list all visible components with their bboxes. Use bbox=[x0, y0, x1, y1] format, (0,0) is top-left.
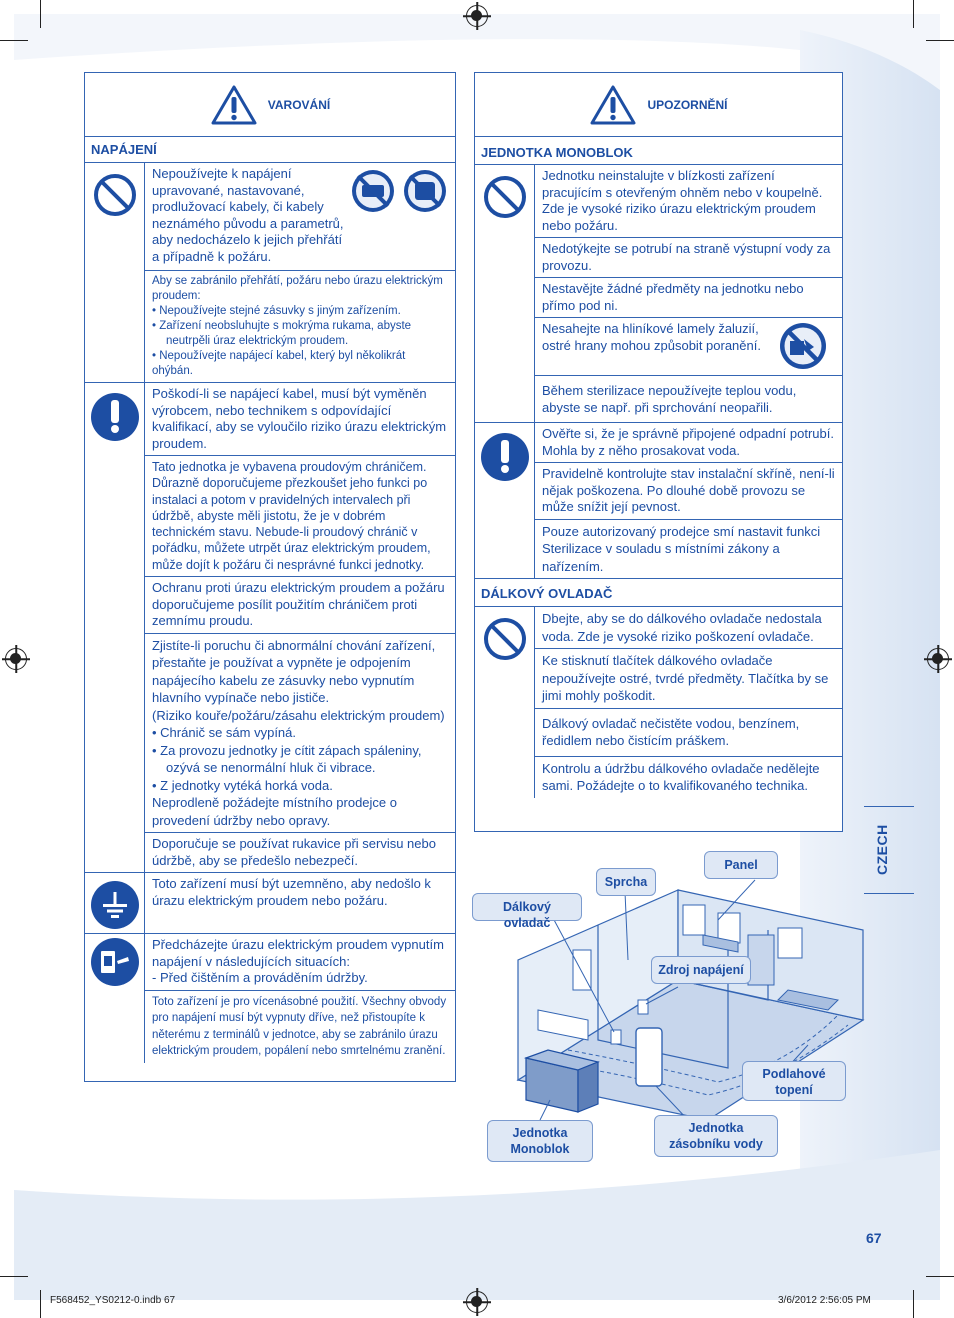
text-cell: Ověřte si, že je správně připojené odpadní potrubí. Mohla by z něho prosakovat voda. bbox=[535, 423, 842, 463]
language-tab-label: CZECH bbox=[874, 824, 890, 875]
prohibited-icon bbox=[483, 175, 527, 219]
text-cell: Pouze autorizovaný prodejce smí nastavit funkci Sterilizace v souladu s místními zákony a nařízením. bbox=[542, 523, 821, 574]
mandatory-icon bbox=[91, 393, 139, 441]
group-prohibited bbox=[85, 163, 455, 383]
cell-line: • Zařízení neobsluhujte s mokrýma rukama, abyste neutrpěli úraz elektrickým proudem. bbox=[152, 320, 412, 347]
warning-triangle-icon bbox=[589, 84, 637, 126]
ground-icon bbox=[91, 881, 139, 929]
text-cell: Dálkový ovladač nečistěte vodou, benzínem, ředidlem nebo čistícím práškem. bbox=[535, 709, 842, 757]
cell-line: (Riziko kouře/požáru/zásahu elektrickým proudem) bbox=[152, 707, 445, 723]
section-dalkovy-ovladac: DÁLKOVÝ OVLADAČ bbox=[475, 579, 842, 607]
warning-title: VAROVÁNÍ bbox=[267, 97, 331, 112]
section-napajeni: NAPÁJENÍ bbox=[85, 137, 455, 163]
cell-line: Zjistíte-li poruchu či abnormální chování zařízení, přestaňte je používat a vypněte je odpojením napájecího kabelu ze zásuvky nebo vypnutím hlavního vypínače nebo jističe. bbox=[152, 637, 436, 706]
callout-sprcha: Sprcha bbox=[596, 868, 656, 896]
section-jednotka-monoblok: JEDNOTKA MONOBLOK bbox=[475, 137, 842, 165]
text-cell: Doporučuje se používat rukavice při servisu nebo údržbě, aby se předešlo nebezpečí. bbox=[152, 836, 436, 868]
callout-dalkovy-ovladac: Dálkový ovladač bbox=[472, 893, 582, 921]
text-cell: Toto zařízení je pro vícenásobné použití. Všechny obvody pro napájení musí být vypnuty dříve, než přistoupíte k něterému z terminálů v jednotce, aby se zabránilo úrazu elektrickým proudem, popálení nebo smrtelnému zranění. bbox=[152, 995, 447, 1058]
text-cell: Nedotýkejte se potrubí na straně výstupní vody za provozu. bbox=[535, 238, 842, 278]
group-prohibited bbox=[475, 607, 842, 798]
text-cell: Předcházejte úrazu elektrickým proudem vypnutím napájení v následujících situacích: - Před čištěním a prováděním údržby. bbox=[145, 934, 455, 991]
text-cell: Ke stisknutí tlačítek dálkového ovladače nepoužívejte ostré, tvrdé předměty. Tlačítka by se jimi mohly poškodit. bbox=[535, 649, 842, 709]
cell-line: Neprodleně požádejte místního prodejce o provedení údržby nebo opravy. bbox=[152, 795, 397, 828]
unplug-icon bbox=[91, 938, 139, 986]
cell-text: Nepoužívejte k napájení upravované, nastavované, prodlužovací kabely, či kabely neznámého původu a parametrů, aby nedocházelo k jejich přehřátí a případně k požáru. bbox=[152, 166, 344, 264]
warning-header bbox=[85, 73, 455, 137]
cell-line: • Nepoužívejte napájecí kabel, který byl několikrát ohýbán. bbox=[152, 350, 406, 377]
footer-file: F568452_YS0212-0.indb 67 bbox=[50, 1295, 176, 1306]
registration-mark-right bbox=[927, 648, 949, 670]
group-mandatory bbox=[475, 423, 842, 579]
text-cell: Jednotku neinstalujte v blízkosti zařízení pracujícím s otevřeným ohněm nebo v koupelně. Zde je vysoké riziko úrazu elektrickým proudem nebo požáru. bbox=[535, 165, 842, 238]
text-cell bbox=[145, 163, 455, 271]
text-cell: Ochranu proti úrazu elektrickým proudem a požáru doporučujeme posílit použitím chráničem proti zemnímu proudu. bbox=[145, 577, 455, 634]
group-mandatory bbox=[85, 383, 455, 873]
prohibited-icon bbox=[483, 617, 527, 661]
no-touch-fins-icon bbox=[778, 321, 828, 371]
page-number: 67 bbox=[866, 1230, 882, 1246]
warning-panel bbox=[84, 72, 456, 1082]
cell-line: • Chránič se sám vypíná. bbox=[152, 725, 296, 741]
text-cell: Pravidelně kontrolujte stav instalační skříně, není-li nějak poškozena. Po dlouhé době provozu se může snížit její pevnost. bbox=[535, 463, 842, 520]
cell-line: • Nepoužívejte stejné zásuvky s jiným zařízením. bbox=[152, 305, 401, 317]
language-tab bbox=[864, 806, 914, 894]
cell-line: • Z jednotky vytéká horká voda. bbox=[152, 777, 333, 793]
group-unplug bbox=[85, 934, 455, 1063]
text-cell: Tato jednotka je vybavena proudovým chráničem. Důrazně doporučujeme přezkoušet jeho funkci po instalaci a potom v pravidelných intervalech při údržbě, abyste měli jistotu, že je v dobrém technickém stavu. Nebude-li proudový chránič v pořádku, můžete utrpět úraz elektrickým proudem, může dojít k požáru či nesprávné funkci jednotky. bbox=[145, 456, 455, 577]
callout-jednotka-monoblok: Jednotka Monoblok bbox=[487, 1120, 593, 1162]
caution-panel bbox=[474, 72, 843, 832]
callout-podlahove-topeni: Podlahové topení bbox=[742, 1061, 846, 1101]
prohibited-icon bbox=[93, 173, 137, 217]
registration-mark-left bbox=[5, 648, 27, 670]
callout-jednotka-zasobniku-vody: Jednotka zásobníku vody bbox=[654, 1115, 778, 1157]
caution-title: UPOZORNĚNÍ bbox=[647, 97, 728, 112]
registration-mark-bottom bbox=[466, 1291, 488, 1313]
text-cell bbox=[145, 271, 455, 382]
text-cell: Nestavějte žádné předměty na jednotku nebo přímo pod ni. bbox=[535, 278, 842, 318]
text-cell: Kontrolu a údržbu dálkového ovladače nedělejte sami. Požádejte o to kvalifikovaného technika. bbox=[542, 760, 820, 793]
text-cell: Dbejte, aby se do dálkového ovladače nedostala voda. Zde je vysoké riziko poškození ovladače. bbox=[535, 607, 842, 649]
group-prohibited bbox=[475, 165, 842, 423]
mandatory-icon bbox=[481, 433, 529, 481]
text-cell bbox=[535, 318, 842, 376]
no-plug-icon bbox=[402, 168, 448, 214]
no-extension-cord-icon bbox=[350, 168, 396, 214]
cell-line: • Za provozu jednotky je cítit zápach spáleniny, ozývá se nenormální hluk či vibrace. bbox=[152, 742, 422, 776]
text-cell: Poškodí-li se napájecí kabel, musí být vyměněn výrobcem, nebo technikem s odpovídající kvalifikací, aby se vyloučilo riziko úrazu elektrickým proudem. bbox=[145, 383, 455, 456]
warning-triangle-icon bbox=[210, 84, 258, 126]
caution-header bbox=[475, 73, 842, 137]
footer-timestamp: 3/6/2012 2:56:05 PM bbox=[778, 1295, 871, 1306]
text-cell: Během sterilizace nepoužívejte teplou vodu, abyste se např. při sprchování neopařili. bbox=[542, 383, 797, 415]
text-cell bbox=[145, 634, 455, 834]
callout-panel: Panel bbox=[704, 851, 778, 879]
registration-mark-top bbox=[466, 5, 488, 27]
callout-zdroj-napajeni: Zdroj napájení bbox=[651, 956, 751, 984]
group-ground bbox=[85, 873, 455, 934]
text-cell: Toto zařízení musí být uzemněno, aby nedošlo k úrazu elektrickým proudem nebo požáru. bbox=[152, 876, 431, 908]
cell-line: Aby se zabránilo přehřátí, požáru nebo úrazu elektrickým proudem: bbox=[152, 275, 443, 302]
cell-text: Nesahejte na hliníkové lamely žaluzií, ostré hrany mohou způsobit poranění. bbox=[542, 321, 761, 353]
